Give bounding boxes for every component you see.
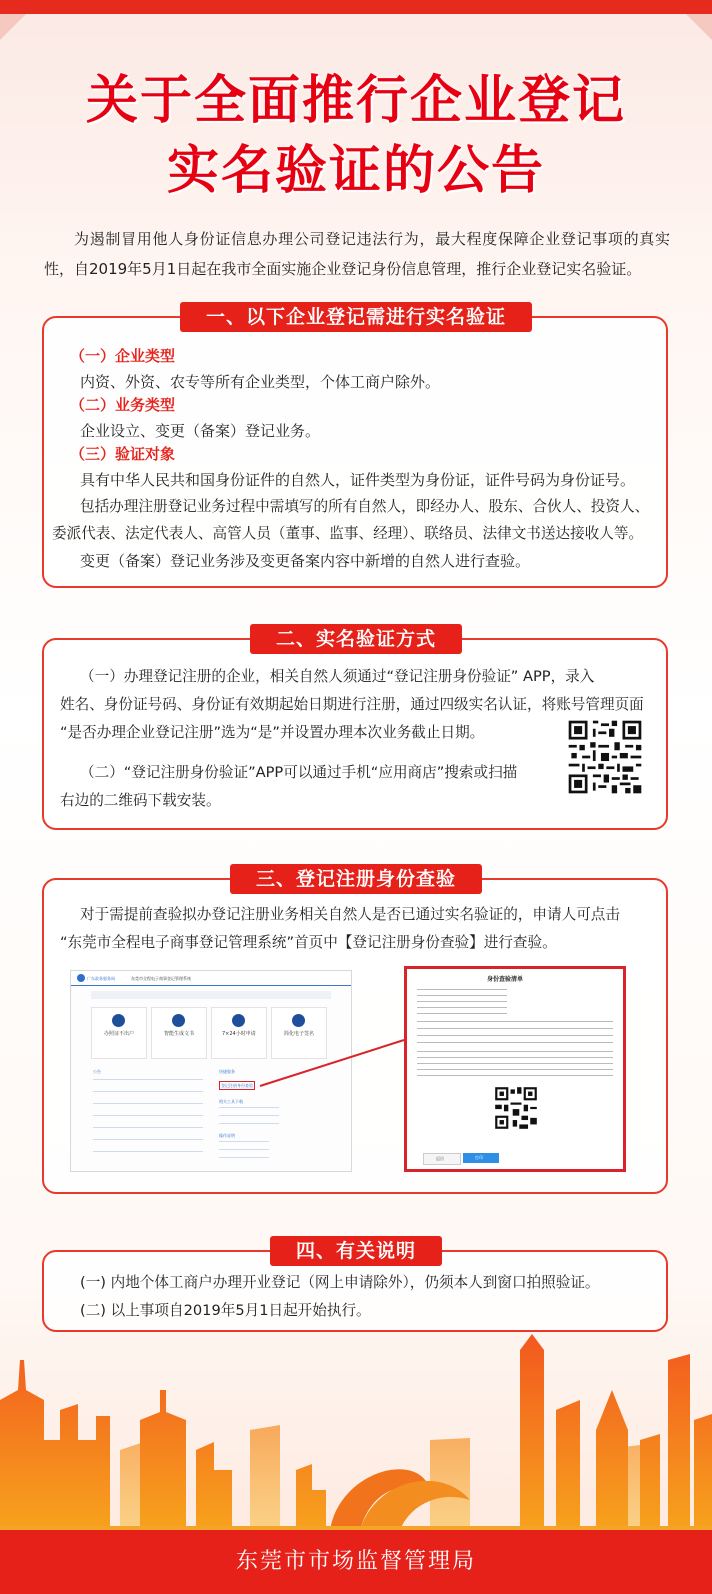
section-2-heading: 二、实名验证方式 bbox=[250, 624, 462, 654]
section-1-sub1-label: （一）企业类型 bbox=[70, 347, 176, 365]
section-4-heading: 四、有关说明 bbox=[270, 1236, 442, 1266]
tools-section-label: 相关工具下载 bbox=[219, 1099, 243, 1104]
intro-paragraph: 为遏制冒用他人身份证信息办理公司登记违法行为，最大程度保障企业登记事项的真实性，自2019年5月1日起在我市全面实施企业登记身份信息管理，推行企业登记实名验证。 bbox=[44, 230, 670, 278]
section-3-heading: 三、登记注册身份查验 bbox=[230, 864, 482, 894]
title-line-1: 关于全面推行企业登记 bbox=[85, 71, 626, 131]
notice-label: 公告 bbox=[93, 1069, 101, 1074]
system-name: 东莞市全程电子商事登记管理系统 bbox=[131, 976, 191, 981]
section-1-sub3-label: （三）验证对象 bbox=[70, 445, 176, 463]
section-4-item2: (二) 以上事项自2019年5月1日起开始执行。 bbox=[80, 1302, 371, 1319]
quick-service-label: 快捷服务 bbox=[219, 1069, 235, 1074]
title-line-2: 实名验证的公告 bbox=[166, 141, 545, 201]
highlight-link[interactable]: 登记注册身份查验 bbox=[221, 1083, 253, 1088]
result-qr-code-icon bbox=[493, 1085, 539, 1131]
card-2-label[interactable]: 智能生成文书 bbox=[164, 1031, 195, 1037]
section-3-para-line1: 对于需提前查验拟办登记注册业务相关自然人是否已通过实名验证的，申请人可点击 bbox=[80, 906, 620, 923]
section-2-para1-line2: 姓名、身份证号码、身份证有效期起始日期进行注册，通过四级实名认证，将账号管理页面 bbox=[60, 696, 644, 713]
section-1-sub3-text1: 具有中华人民共和国身份证件的自然人，证件类型为身份证，证件号码为身份证号。 bbox=[80, 471, 636, 489]
section-1-sub1-text: 内资、外资、农专等所有企业类型，个体工商户除外。 bbox=[80, 373, 441, 391]
section-2-para1-line3: “是否办理企业登记注册”选为“是”并设置办理本次业务截止日期。 bbox=[60, 724, 485, 741]
section-4-item1: (一) 内地个体工商户办理开业登记（网上申请除外），仍须本人到窗口拍照验证。 bbox=[80, 1274, 600, 1291]
section-1-sub3-text2b: 委派代表、法定代表人、高管人员（董事、监事、经理）、联络员、法律文书送达接收人等。 bbox=[52, 525, 644, 542]
result-back-button[interactable] bbox=[423, 1153, 461, 1165]
section-1-sub2-label: （二）业务类型 bbox=[70, 396, 176, 414]
guide-section-label: 操作说明 bbox=[219, 1133, 235, 1138]
site-name: 广东政务服务网 bbox=[87, 976, 115, 981]
section-1-sub3-text3: 变更（备案）登记业务涉及变更备案内容中新增的自然人进行查验。 bbox=[80, 552, 531, 570]
verification-result-screenshot bbox=[404, 966, 626, 1172]
card-4-label[interactable]: 简化电子签名 bbox=[284, 1031, 315, 1037]
card-3-label[interactable]: 7×24小时申请 bbox=[222, 1031, 256, 1037]
section-2-para1-line1: （一）办理登记注册的企业，相关自然人须通过“登记注册身份验证” APP，录入 bbox=[80, 668, 595, 685]
result-back-label: 返回 bbox=[436, 1156, 444, 1161]
result-print-label: 打印 bbox=[475, 1155, 483, 1160]
footer-organization: 东莞市市场监督管理局 bbox=[0, 1530, 712, 1594]
card-1-label[interactable]: 办照证不出户 bbox=[104, 1031, 135, 1037]
section-2-para2-line2: 右边的二维码下载安装。 bbox=[60, 792, 221, 809]
result-print-button[interactable] bbox=[463, 1153, 499, 1163]
section-3-para-line2: “东莞市全程电子商事登记管理系统”首页中【登记注册身份查验】进行查验。 bbox=[60, 934, 557, 951]
section-2-para2-line1: （二）“登记注册身份验证”APP可以通过手机“应用商店”搜索或扫描 bbox=[80, 764, 518, 781]
result-title: 身份查验清单 bbox=[487, 976, 524, 983]
section-1-sub3-text2a: 包括办理注册登记业务过程中需填写的所有自然人，即经办人、股东、合伙人、投资人、 bbox=[80, 498, 650, 515]
section-1-sub2-text: 企业设立、变更（备案）登记业务。 bbox=[80, 422, 321, 440]
section-1-heading: 一、以下企业登记需进行实名验证 bbox=[180, 302, 532, 332]
